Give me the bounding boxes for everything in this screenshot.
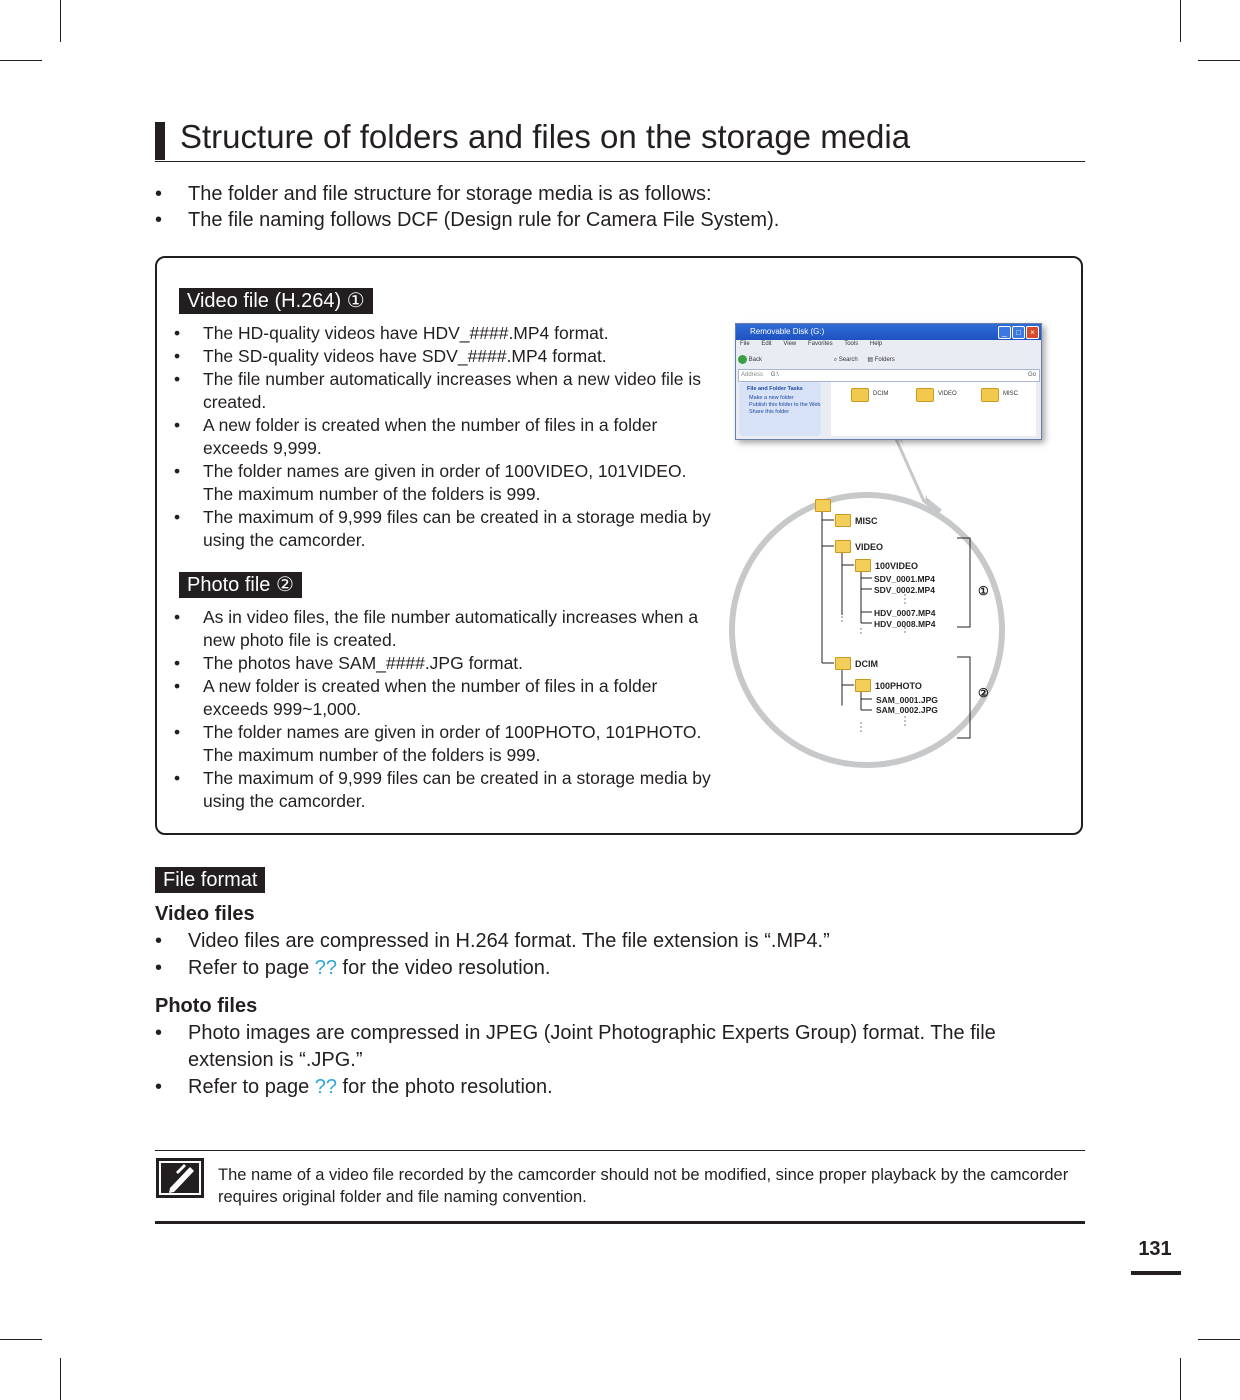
go-button[interactable]: Go (1027, 372, 1036, 378)
page-reference-link[interactable]: ?? (314, 957, 337, 979)
address-value[interactable]: G:\ (770, 372, 779, 378)
title-accent-bar (155, 122, 165, 160)
back-icon[interactable] (738, 355, 747, 364)
folder-misc-label[interactable]: MISC (1003, 391, 1018, 397)
task-share[interactable]: Share this folder (749, 409, 790, 415)
video-files-list (155, 928, 1085, 982)
folder-video-label[interactable]: VIDEO (938, 391, 957, 397)
crop-mark (1180, 0, 1181, 42)
folder-icon (835, 514, 851, 527)
title-rule (155, 161, 1085, 162)
folder-icon[interactable] (851, 388, 869, 402)
note-pencil-icon (156, 1158, 204, 1198)
list-item: • The folder names are given in order of 100PHOTO, 101PHOTO. The maximum number of the folders is 999. (174, 721, 714, 767)
explorer-title: Removable Disk (G:) (750, 327, 825, 336)
list-item: • The SD-quality videos have SDV_####.MP4 format. (174, 345, 714, 368)
folders-button[interactable]: Folders (874, 357, 895, 363)
explorer-window (735, 323, 1042, 440)
photo-file-tag: Photo file ② (179, 572, 302, 598)
list-item (155, 1074, 1085, 1101)
crop-mark (0, 60, 42, 61)
tree-file: HDV_0008.MP4 (874, 619, 936, 629)
video-files-heading: Video files (155, 903, 255, 925)
folder-icon (855, 559, 871, 572)
task-new-folder[interactable]: Make a new folder (749, 395, 794, 401)
tree-dcim: DCIM (855, 659, 878, 669)
tree-file: SAM_0001.JPG (876, 695, 938, 705)
tree-100photo: 100PHOTO (875, 681, 922, 691)
photo-bullets (174, 606, 714, 813)
list-item: • The maximum of 9,999 files can be created in a storage media by using the camcorder. (174, 767, 714, 813)
tree-file: SAM_0002.JPG (876, 705, 938, 715)
list-item: • The file naming follows DCF (Design rule for Camera File System). (155, 207, 779, 233)
page-number-bar (1131, 1271, 1181, 1275)
list-item: • The file number automatically increases when a new video file is created. (174, 368, 714, 414)
list-item: • Photo images are compressed in JPEG (Joint Photographic Experts Group) format. The file extension is “.JPG.” (155, 1020, 1085, 1074)
text-segment: Refer to page (188, 1076, 315, 1098)
photo-files-list (155, 1020, 1085, 1101)
tree-file: HDV_0007.MP4 (874, 608, 936, 618)
list-item: • Video files are compressed in H.264 format. The file extension is “.MP4.” (155, 928, 1085, 955)
folder-icon (815, 499, 831, 512)
list-item: • As in video files, the file number automatically increases when a new photo file is created. (174, 606, 714, 652)
tree-misc: MISC (855, 516, 878, 526)
list-item: • A new folder is created when the number of files in a folder exceeds 9,999. (174, 414, 714, 460)
crop-mark (1198, 60, 1240, 61)
menu-view[interactable]: View (783, 341, 797, 347)
photo-files-heading: Photo files (155, 995, 258, 1017)
address-bar[interactable] (738, 369, 1040, 382)
tree-file: SDV_0002.MP4 (874, 585, 935, 595)
close-icon[interactable]: × (1026, 326, 1039, 339)
list-item: • The folder names are given in order of 100VIDEO, 101VIDEO. The maximum number of the folders is 999. (174, 460, 714, 506)
tree-video: VIDEO (855, 542, 884, 552)
crop-mark (1198, 1339, 1240, 1340)
video-files-section (155, 901, 1085, 982)
crop-mark (0, 1339, 42, 1340)
explorer-menu (740, 341, 892, 347)
list-item: • The HD-quality videos have HDV_####.MP4 format. (174, 322, 714, 345)
text-segment: Refer to page (188, 957, 315, 979)
crop-mark (60, 1358, 61, 1400)
folder-icon (835, 657, 851, 670)
back-button[interactable]: Back (748, 357, 763, 363)
video-bullets (174, 322, 714, 552)
page-number: 131 (1138, 1238, 1172, 1260)
folder-dcim-label[interactable]: DCIM (873, 391, 889, 397)
photo-files-section (155, 993, 1085, 1101)
menu-file[interactable]: File (740, 341, 750, 347)
list-item: • The folder and file structure for storage media is as follows: (155, 181, 779, 207)
search-button[interactable]: Search (838, 357, 858, 363)
folder-icon[interactable] (981, 388, 999, 402)
marker-video: ① (978, 584, 989, 598)
file-format-tag: File format (155, 867, 265, 893)
maximize-icon[interactable]: □ (1012, 326, 1025, 339)
note-text: The name of a video file recorded by the camcorder should not be modified, since proper playback by the camcorder requires original folder and file naming convention. (218, 1166, 1069, 1206)
folders-icon[interactable]: ▤ (867, 357, 874, 363)
page-reference-link[interactable]: ?? (314, 1076, 337, 1098)
folder-icon[interactable] (916, 388, 934, 402)
task-publish[interactable]: Publish this folder to the Web (749, 402, 821, 408)
menu-favorites[interactable]: Favorites (807, 341, 833, 347)
text-segment: for the photo resolution. (337, 1076, 553, 1098)
tasks-header: File and Folder Tasks (747, 386, 803, 392)
tasks-panel (739, 382, 821, 436)
tree-file: SDV_0001.MP4 (874, 574, 935, 584)
address-label: Address (741, 372, 764, 378)
page-title: Structure of folders and files on the storage media (180, 118, 911, 155)
tree-100video: 100VIDEO (875, 561, 919, 571)
video-file-tag: Video file (H.264) ① (179, 288, 373, 314)
list-item (155, 955, 1085, 982)
list-item: • The maximum of 9,999 files can be created in a storage media by using the camcorder. (174, 506, 714, 552)
search-icon[interactable]: ⌕ (833, 357, 838, 363)
crop-mark (1180, 1358, 1181, 1400)
menu-help[interactable]: Help (869, 341, 883, 347)
explorer-toolbar (738, 352, 1038, 368)
list-item: • The photos have SAM_####.JPG format. (174, 652, 714, 675)
text-segment: for the video resolution. (337, 957, 551, 979)
menu-edit[interactable]: Edit (761, 341, 772, 347)
note-top-rule (155, 1150, 1085, 1151)
explorer-titlebar (736, 324, 1041, 340)
crop-mark (60, 0, 61, 42)
folder-icon (855, 679, 871, 692)
intro-list (155, 181, 779, 233)
marker-photo: ② (978, 686, 989, 700)
minimize-icon[interactable]: _ (998, 326, 1011, 339)
list-item: • A new folder is created when the number of files in a folder exceeds 999~1,000. (174, 675, 714, 721)
file-pane (831, 382, 1036, 436)
folder-icon (835, 540, 851, 553)
note-bottom-rule (155, 1221, 1085, 1224)
menu-tools[interactable]: Tools (844, 341, 859, 347)
